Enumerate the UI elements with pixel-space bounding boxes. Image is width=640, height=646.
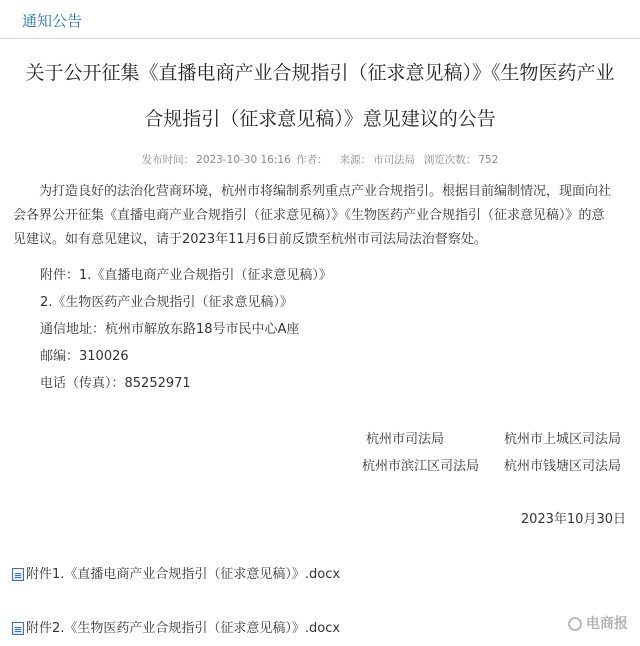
author-label: 作者：: [296, 154, 328, 166]
article-date: 2023年10月30日: [520, 512, 626, 527]
org-hangzhou: 杭州市司法局: [366, 432, 445, 447]
source-value: 市司法局: [373, 154, 416, 166]
org-shangcheng: 杭州市上城区司法局: [504, 432, 622, 447]
attachments-line2: 2.《生物医药产业合规指引（征求意见稿）》: [40, 295, 293, 310]
article-title-line1: 关于公开征集《直播电商产业合规指引（征求意见稿）》《生物医药产业: [25, 62, 615, 84]
attachments-line1: 附件：1.《直播电商产业合规指引（征求意见稿）》: [40, 268, 332, 283]
source-label: 来源：: [339, 154, 372, 166]
article-title-line2: 合规指引（征求意见稿）》意见建议的公告: [144, 108, 496, 130]
watermark-logo-icon: [568, 617, 582, 631]
attachment-label-2: 附件2.《生物医药产业合规指引（征求意见稿）》.docx: [26, 621, 341, 636]
watermark-text: 电商报: [586, 616, 628, 632]
views-label: 浏览次数：: [423, 154, 477, 166]
attachment-link-2[interactable]: [12, 617, 340, 636]
address-line: 通信地址：杭州市解放东路18号市民中心A座: [40, 322, 300, 337]
attachment-link-1[interactable]: [12, 563, 340, 582]
phone-line: 电话（传真）：85252971: [40, 376, 191, 391]
watermark: [568, 613, 628, 633]
org-binjiang: 杭州市滨江区司法局: [362, 459, 480, 474]
attachment-label-1: 附件1.《直播电商产业合规指引（征求意见稿）》.docx: [26, 567, 341, 582]
views-count: 752: [478, 154, 499, 166]
doc-file-icon: [12, 568, 24, 581]
article-body: [13, 180, 613, 252]
publish-label: 发布时间：: [141, 154, 195, 166]
article-meta: [0, 152, 640, 167]
org-qiantang: 杭州市钱塘区司法局: [504, 459, 622, 474]
doc-file-icon: [12, 622, 24, 635]
publish-time: 2023-10-30 16:16: [196, 154, 291, 166]
article-paragraph: 为打造良好的法治化营商环境，杭州市将编制系列重点产业合规指引。根据目前编制情况，现面向社会各界公开征集《直播电商产业合规指引（征求意见稿）》《生物医药产业合规指引（征求意见稿）》的意见建议。如有意见建议，请于2023年11月6日前反馈至杭州市司法局法治督察处。: [13, 184, 612, 247]
postcode-line: 邮编：310026: [40, 349, 129, 364]
section-title-link[interactable]: 通知公告: [22, 12, 83, 30]
section-header: [0, 0, 640, 39]
